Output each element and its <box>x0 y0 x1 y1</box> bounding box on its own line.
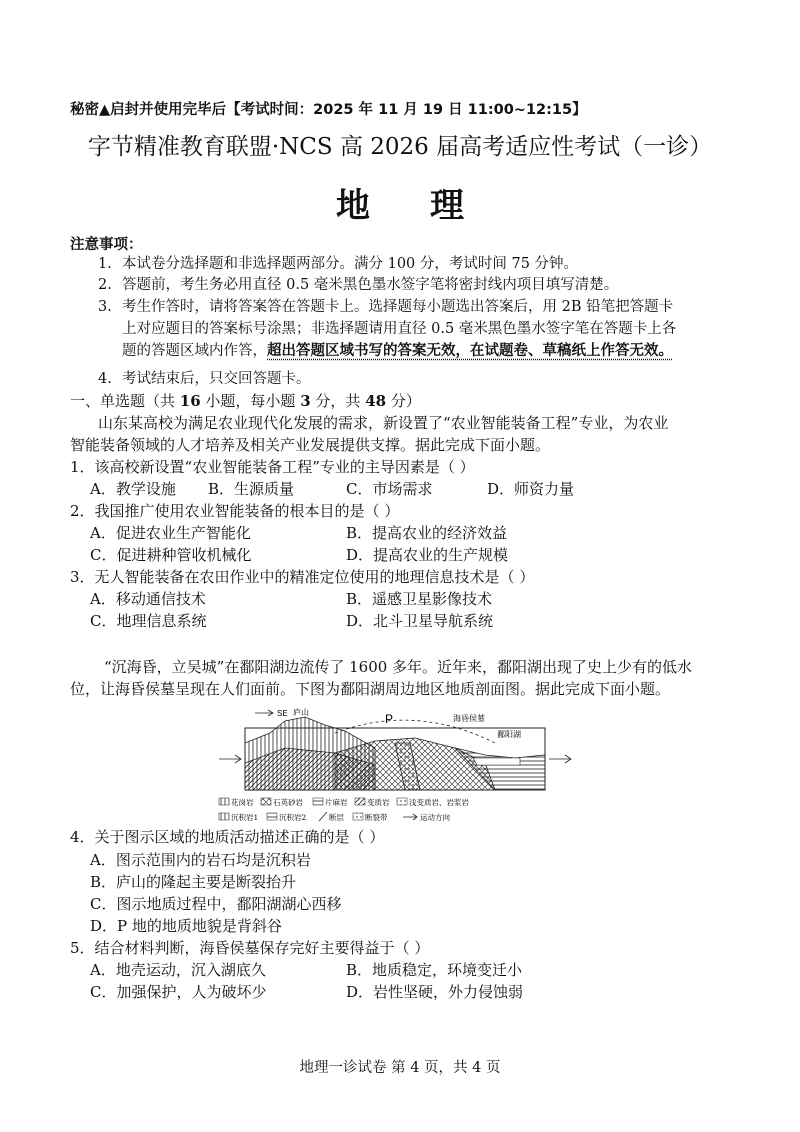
q4-option-c[interactable]: C．图示地质过程中，鄱阳湖湖心西移 <box>90 895 342 913</box>
notice-text: 本试卷分选择题和非选择题两部分。满分 100 分，考试时间 75 分钟。 <box>122 256 579 272</box>
notice-num: 1. <box>98 256 112 272</box>
q1-option-c[interactable]: C．市场需求 <box>346 480 433 498</box>
q5-option-a[interactable]: A．地壳运动，沉入湖底久 <box>90 961 266 979</box>
passage-2-line-1: “沉海昏，立吴城”在鄱阳湖边流传了 1600 多年。近年来，鄱阳湖出现了史上少有的低水 <box>104 658 693 676</box>
q3-option-c[interactable]: C．地理信息系统 <box>90 612 207 630</box>
legend-granite: 花岗岩 <box>231 798 254 807</box>
confidential-notice: 秘密▲启封并使用完毕后【考试时间：2025 年 11 月 19 日 11:00~12:15】 <box>70 102 587 118</box>
page-footer: 地理一诊试卷 第 4 页，共 4 页 <box>299 1060 501 1076</box>
q4-option-d[interactable]: D．P 地的地质地貌是背斜谷 <box>90 917 282 935</box>
q1-option-d[interactable]: D．师资力量 <box>487 480 575 498</box>
q2-option-c[interactable]: C．促进耕种管收机械化 <box>90 546 252 564</box>
tomb-label: 海昏侯墓 <box>453 714 485 723</box>
legend-movement-direction: 运动方向 <box>420 813 450 822</box>
section-title-part: 小题，每小题 <box>200 392 301 410</box>
q1-option-a[interactable]: A．教学设施 <box>90 480 176 498</box>
p-label: P <box>385 712 394 726</box>
legend-low-grade-metamorphic: 浅变质岩、岩浆岩 <box>409 798 469 807</box>
notice-num: 4. <box>98 371 112 387</box>
section-title-part: 分，共 <box>310 392 366 410</box>
legend-fault: 断层 <box>329 813 344 822</box>
direction-label: SE <box>277 709 288 718</box>
q3-option-b[interactable]: B．遥感卫星影像技术 <box>346 590 493 608</box>
notice-item-2 <box>98 274 618 296</box>
question-1-stem: 1．该高校新设置“农业智能装备工程”专业的主导因素是（ ） <box>70 458 475 476</box>
passage-2-line-2: 位，让海昏侯墓呈现在人们面前。下图为鄱阳湖周边地区地质剖面图。据此完成下面小题。 <box>70 680 671 698</box>
q5-option-b[interactable]: B．地质稳定，环境变迁小 <box>346 961 523 979</box>
notice-text: 答题前，考生务必用直径 0.5 毫米黑色墨水签字笔将密封线内项目填写清楚。 <box>122 277 619 293</box>
section-title-part: 一、单选题（共 <box>70 392 180 410</box>
notice-text: 考试结束后，只交回答题卡。 <box>122 371 311 387</box>
mountain-label: 庐山 <box>293 708 309 717</box>
notice-item-4 <box>98 368 311 390</box>
passage-1-line-1: 山东某高校为满足农业现代化发展的需求，新设置了“农业智能装备工程”专业，为农业 <box>98 414 669 432</box>
question-count: 16 <box>179 392 201 410</box>
passage-1-line-2: 智能装备领域的人才培养及相关产业发展提供支撑。据此完成下面小题。 <box>70 436 551 454</box>
q4-option-a[interactable]: A．图示范围内的岩石均是沉积岩 <box>90 851 311 869</box>
legend-quartz-sandstone: 石英砂岩 <box>273 798 303 807</box>
question-2-stem: 2．我国推广使用农业智能装备的根本目的是（ ） <box>70 502 400 520</box>
geologic-cross-section-figure <box>215 703 575 830</box>
notice-text: 题的答题区域内作答， <box>122 343 267 359</box>
question-3-stem: 3．无人智能装备在农田作业中的精准定位使用的地理信息技术是（ ） <box>70 568 535 586</box>
legend-fracture-zone: 断裂带 <box>365 813 388 822</box>
notice-item-3 <box>98 296 673 318</box>
section-title <box>70 390 421 411</box>
q2-option-b[interactable]: B．提高农业的经济效益 <box>346 524 508 542</box>
q3-option-d[interactable]: D．北斗卫星导航系统 <box>346 612 494 630</box>
q3-option-a[interactable]: A．移动通信技术 <box>90 590 206 608</box>
subject-title: 地理 <box>336 186 524 226</box>
emphasis-text: 超出答题区域书写的答案无效，在试题卷、草稿纸上作答无效。 <box>267 343 673 359</box>
points-each: 3 <box>300 392 311 410</box>
legend-sedimentary-2: 沉积岩2 <box>279 813 307 822</box>
q2-option-d[interactable]: D．提高农业的生产规模 <box>346 546 509 564</box>
total-points: 48 <box>365 392 387 410</box>
question-5-stem: 5．结合材料判断，海昏侯墓保存完好主要得益于（ ） <box>70 939 430 957</box>
notice-text: 考生作答时，请将答案答在答题卡上。选择题每小题选出答案后，用 2B 铅笔把答题卡 <box>122 299 674 315</box>
legend-metamorphic: 变质岩 <box>367 798 390 807</box>
notice-num: 3. <box>98 299 112 315</box>
notice-heading: 注意事项： <box>70 237 143 253</box>
q2-option-a[interactable]: A．促进农业生产智能化 <box>90 524 251 542</box>
notice-num: 2. <box>98 277 112 293</box>
question-4-stem: 4．关于图示区域的地质活动描述正确的是（ ） <box>70 828 385 846</box>
legend-gneiss: 片麻岩 <box>325 798 348 807</box>
notice-item-3-line2: 上对应题目的答案标号涂黑；非选择题请用直径 0.5 毫米黑色墨水签字笔在答题卡上各 <box>122 321 677 337</box>
lake-label: 鄱阳湖 <box>497 730 521 739</box>
q5-option-c[interactable]: C．加强保护，人为破坏少 <box>90 983 267 1001</box>
notice-item-1 <box>98 253 578 275</box>
q5-option-d[interactable]: D．岩性坚硬，外力侵蚀弱 <box>346 983 524 1001</box>
notice-item-3-line3 <box>122 340 673 362</box>
q4-option-b[interactable]: B．庐山的隆起主要是断裂抬升 <box>90 873 297 891</box>
legend-sedimentary-1: 沉积岩1 <box>231 813 259 822</box>
exam-title: 字节精准教育联盟·NCS 高 2026 届高考适应性考试（一诊） <box>87 134 713 160</box>
q1-option-b[interactable]: B．生源质量 <box>208 480 295 498</box>
section-title-part: 分） <box>386 392 421 410</box>
